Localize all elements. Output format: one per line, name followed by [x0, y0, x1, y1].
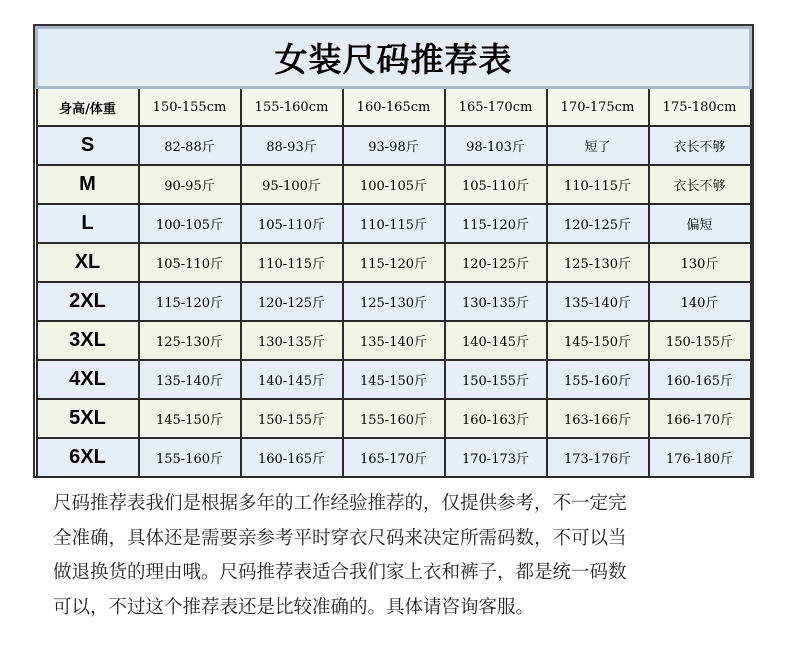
size-row [37, 321, 751, 360]
weight-cell: 145-150斤 [547, 321, 649, 360]
weight-cell: 150-155斤 [445, 360, 547, 399]
size-row [37, 204, 751, 243]
size-row [37, 360, 751, 399]
weight-cell: 165-170斤 [343, 438, 445, 477]
weight-cell: 120-125斤 [445, 243, 547, 282]
weight-cell: 155-160斤 [547, 360, 649, 399]
weight-cell: 125-130斤 [547, 243, 649, 282]
weight-cell: 93-98斤 [343, 126, 445, 165]
weight-cell: 98-103斤 [445, 126, 547, 165]
weight-cell: 105-110斤 [241, 204, 343, 243]
height-header: 155-160cm [241, 88, 343, 127]
weight-cell: 166-170斤 [649, 399, 751, 438]
weight-cell: 95-100斤 [241, 165, 343, 204]
weight-cell: 100-105斤 [139, 204, 241, 243]
weight-cell: 135-140斤 [139, 360, 241, 399]
weight-cell: 115-120斤 [445, 204, 547, 243]
weight-cell: 160-163斤 [445, 399, 547, 438]
weight-cell: 衣长不够 [649, 165, 751, 204]
weight-cell: 140-145斤 [241, 360, 343, 399]
weight-cell: 偏短 [649, 204, 751, 243]
height-header: 160-165cm [343, 88, 445, 127]
height-header: 170-175cm [547, 88, 649, 127]
weight-cell: 90-95斤 [139, 165, 241, 204]
size-label: 3XL [37, 321, 139, 360]
height-header: 150-155cm [139, 88, 241, 127]
weight-cell: 163-166斤 [547, 399, 649, 438]
weight-cell: 160-165斤 [241, 438, 343, 477]
weight-cell: 105-110斤 [139, 243, 241, 282]
size-row [37, 399, 751, 438]
notes-paragraph [53, 487, 753, 625]
weight-cell: 130-135斤 [241, 321, 343, 360]
weight-cell: 120-125斤 [547, 204, 649, 243]
height-header: 175-180cm [649, 88, 751, 127]
weight-cell: 145-150斤 [343, 360, 445, 399]
size-row [37, 438, 751, 477]
weight-cell: 176-180斤 [649, 438, 751, 477]
size-row [37, 126, 751, 165]
note-line: 可以，不过这个推荐表还是比较准确的。具体请咨询客服。 [53, 596, 535, 618]
weight-cell: 衣长不够 [649, 126, 751, 165]
weight-cell: 155-160斤 [343, 399, 445, 438]
weight-cell: 88-93斤 [241, 126, 343, 165]
weight-cell: 130-135斤 [445, 282, 547, 321]
weight-cell: 170-173斤 [445, 438, 547, 477]
weight-cell: 115-120斤 [139, 282, 241, 321]
size-row [37, 243, 751, 282]
size-label: 2XL [37, 282, 139, 321]
size-label: 5XL [37, 399, 139, 438]
weight-cell: 125-130斤 [139, 321, 241, 360]
weight-cell: 140-145斤 [445, 321, 547, 360]
title-row [37, 28, 751, 88]
weight-cell: 125-130斤 [343, 282, 445, 321]
weight-cell: 155-160斤 [139, 438, 241, 477]
size-row [37, 165, 751, 204]
size-label: S [37, 126, 139, 165]
weight-cell: 82-88斤 [139, 126, 241, 165]
size-row [37, 282, 751, 321]
weight-cell: 140斤 [649, 282, 751, 321]
weight-cell: 110-115斤 [547, 165, 649, 204]
corner-label: 身高/体重 [37, 88, 139, 127]
weight-cell: 135-140斤 [343, 321, 445, 360]
weight-cell: 173-176斤 [547, 438, 649, 477]
weight-cell: 105-110斤 [445, 165, 547, 204]
weight-cell: 135-140斤 [547, 282, 649, 321]
weight-cell: 150-155斤 [241, 399, 343, 438]
weight-cell: 100-105斤 [343, 165, 445, 204]
weight-cell: 110-115斤 [343, 204, 445, 243]
weight-cell: 130斤 [649, 243, 751, 282]
weight-cell: 160-165斤 [649, 360, 751, 399]
size-label: L [37, 204, 139, 243]
note-line: 做退换货的理由哦。尺码推荐表适合我们家上衣和裤子，都是统一码数 [53, 562, 627, 583]
chart-title: 女装尺码推荐表 [37, 28, 751, 88]
size-label: XL [37, 243, 139, 282]
note-line: 全准确，具体还是需要亲参考平时穿衣尺码来决定所需码数，不可以当 [53, 527, 627, 549]
weight-cell: 短了 [547, 126, 649, 165]
weight-cell: 120-125斤 [241, 282, 343, 321]
note-line: 尺码推荐表我们是根据多年的工作经验推荐的，仅提供参考，不一定完 [53, 493, 627, 514]
height-header: 165-170cm [445, 88, 547, 127]
weight-cell: 145-150斤 [139, 399, 241, 438]
size-label: M [37, 165, 139, 204]
size-label: 6XL [37, 438, 139, 477]
size-chart-table [35, 26, 752, 478]
weight-cell: 115-120斤 [343, 243, 445, 282]
weight-cell: 150-155斤 [649, 321, 751, 360]
header-row [37, 88, 751, 127]
size-label: 4XL [37, 360, 139, 399]
weight-cell: 110-115斤 [241, 243, 343, 282]
size-chart-frame [33, 24, 754, 478]
